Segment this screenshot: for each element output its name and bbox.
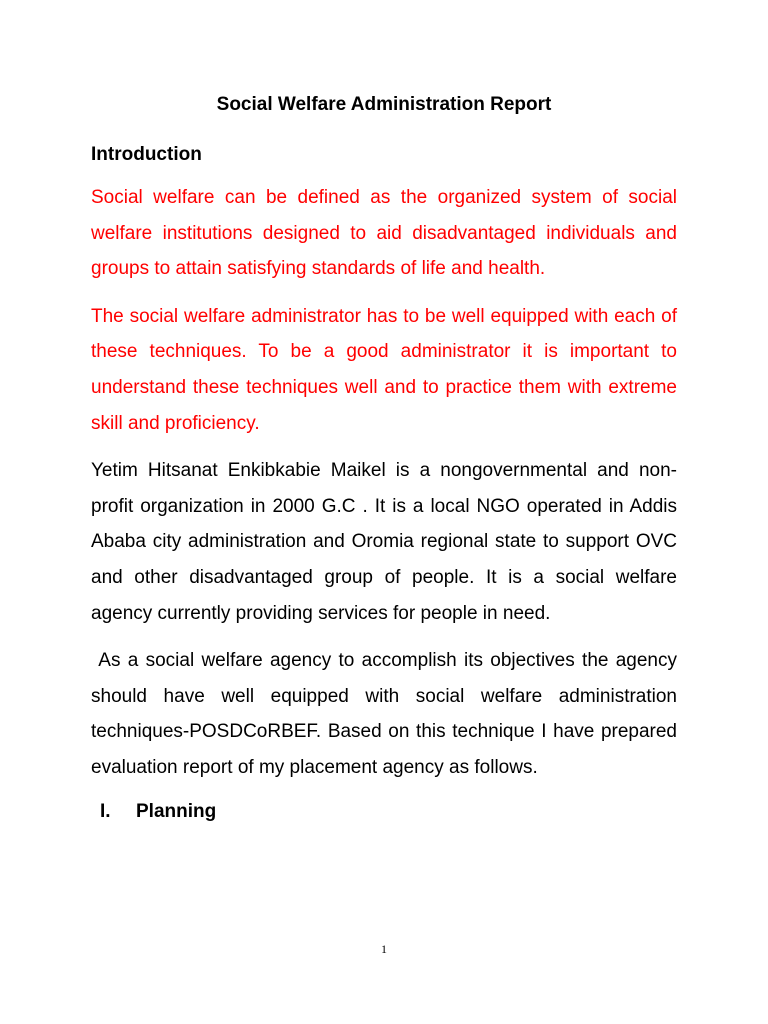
paragraph-administrator: The social welfare administrator has to be well equipped with each of these techniques. To be a good administrator it is important to understand these techniques well and to practice them with extreme skill and proficiency.	[91, 305, 677, 434]
paragraph-organization: Yetim Hitsanat Enkibkabie Maikel is a nongovernmental and non-profit organization in 2000 G.C . It is a local NGO operated in Addis Ababa city administration and Oromia regional state to support OVC and other disadvantaged group of people. It is a social welfare agency currently providing services for people in need.	[91, 460, 677, 624]
document-title: Social Welfare Administration Report	[216, 94, 552, 115]
paragraph-definition: Social welfare can be defined as the organized system of social welfare institutions designed to aid disadvantaged individuals and groups to attain satisfying standards of life and health.	[91, 187, 677, 280]
section-title: Planning	[136, 800, 217, 822]
intro-heading: Introduction	[91, 144, 202, 165]
section-heading-planning	[91, 798, 677, 826]
section-number: I.	[100, 800, 111, 822]
document-body	[91, 92, 677, 826]
page-number: 1	[381, 942, 387, 956]
paragraph-techniques: As a social welfare agency to accomplish its objectives the agency should have well equipped with social welfare administration techniques-POSDCoRBEF. Based on this technique I have prepared evaluation report of my placement agency as follows.	[91, 650, 677, 778]
